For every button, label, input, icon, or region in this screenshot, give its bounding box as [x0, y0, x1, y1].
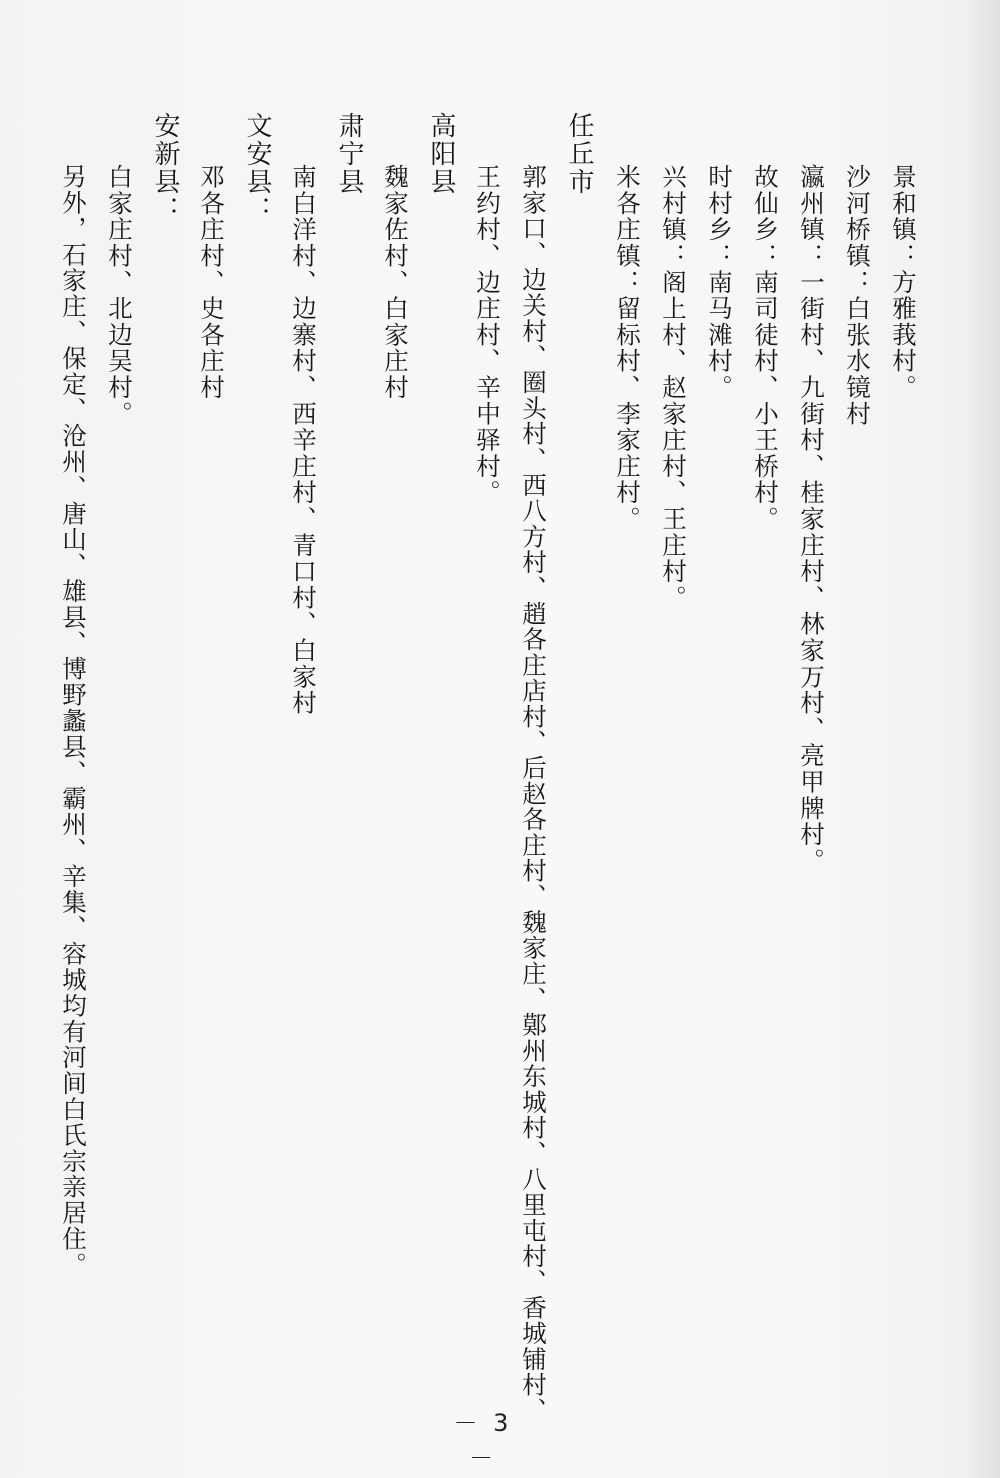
- renqiu-villages-line1: 郭家口、边关村、圈头村、西八方村、趙各庄店村、后赵各庄村、魏家庄、鄚州东城村、八里屯村、香城铺村、: [519, 164, 548, 1424]
- anxin-villages: 白家庄村、北边吴村。: [105, 164, 134, 427]
- town-yingzhou: 瀛州镇：一街村、九街村、桂家庄村、林家万村、亮甲牌村。: [797, 164, 826, 875]
- heading-renqiu: 任丘市: [564, 112, 594, 196]
- page-number: － 3 －: [453, 1409, 513, 1472]
- town-xingcun: 兴村镇：阁上村、赵家庄村、王庄村。: [659, 164, 688, 612]
- town-jinghe: 景和镇：方雅莪村。: [889, 164, 918, 401]
- heading-gaoyang: 高阳县: [426, 112, 456, 196]
- heading-suning: 肃宁县: [334, 112, 364, 196]
- town-shicun: 时村乡：南马滩村。: [705, 164, 734, 401]
- renqiu-villages-line2: 王约村、边庄村、辛中驿村。: [473, 164, 502, 506]
- closing-note: 另外，石家庄、保定、沧州、唐山、雄县、博野蠡县、霸州、辛集、容城均有河间白氏宗亲居住。: [59, 164, 88, 1278]
- gaoyang-villages: 魏家佐村、白家庄村: [381, 164, 410, 401]
- town-migezhuang: 米各庄镇：留标村、李家庄村。: [613, 164, 642, 533]
- heading-wenan: 文安县：: [242, 112, 272, 224]
- heading-anxin: 安新县：: [150, 112, 180, 224]
- town-guxian: 故仙乡：南司徒村、小王桥村。: [751, 164, 780, 533]
- town-shahe: 沙河桥镇：白张水镜村: [843, 164, 872, 427]
- suning-villages: 南白洋村、边寨村、西辛庄村、青口村、白家村: [289, 164, 318, 717]
- wenan-villages: 邓各庄村、史各庄村: [197, 164, 226, 401]
- binding-edge-shadow: [964, 0, 1000, 1478]
